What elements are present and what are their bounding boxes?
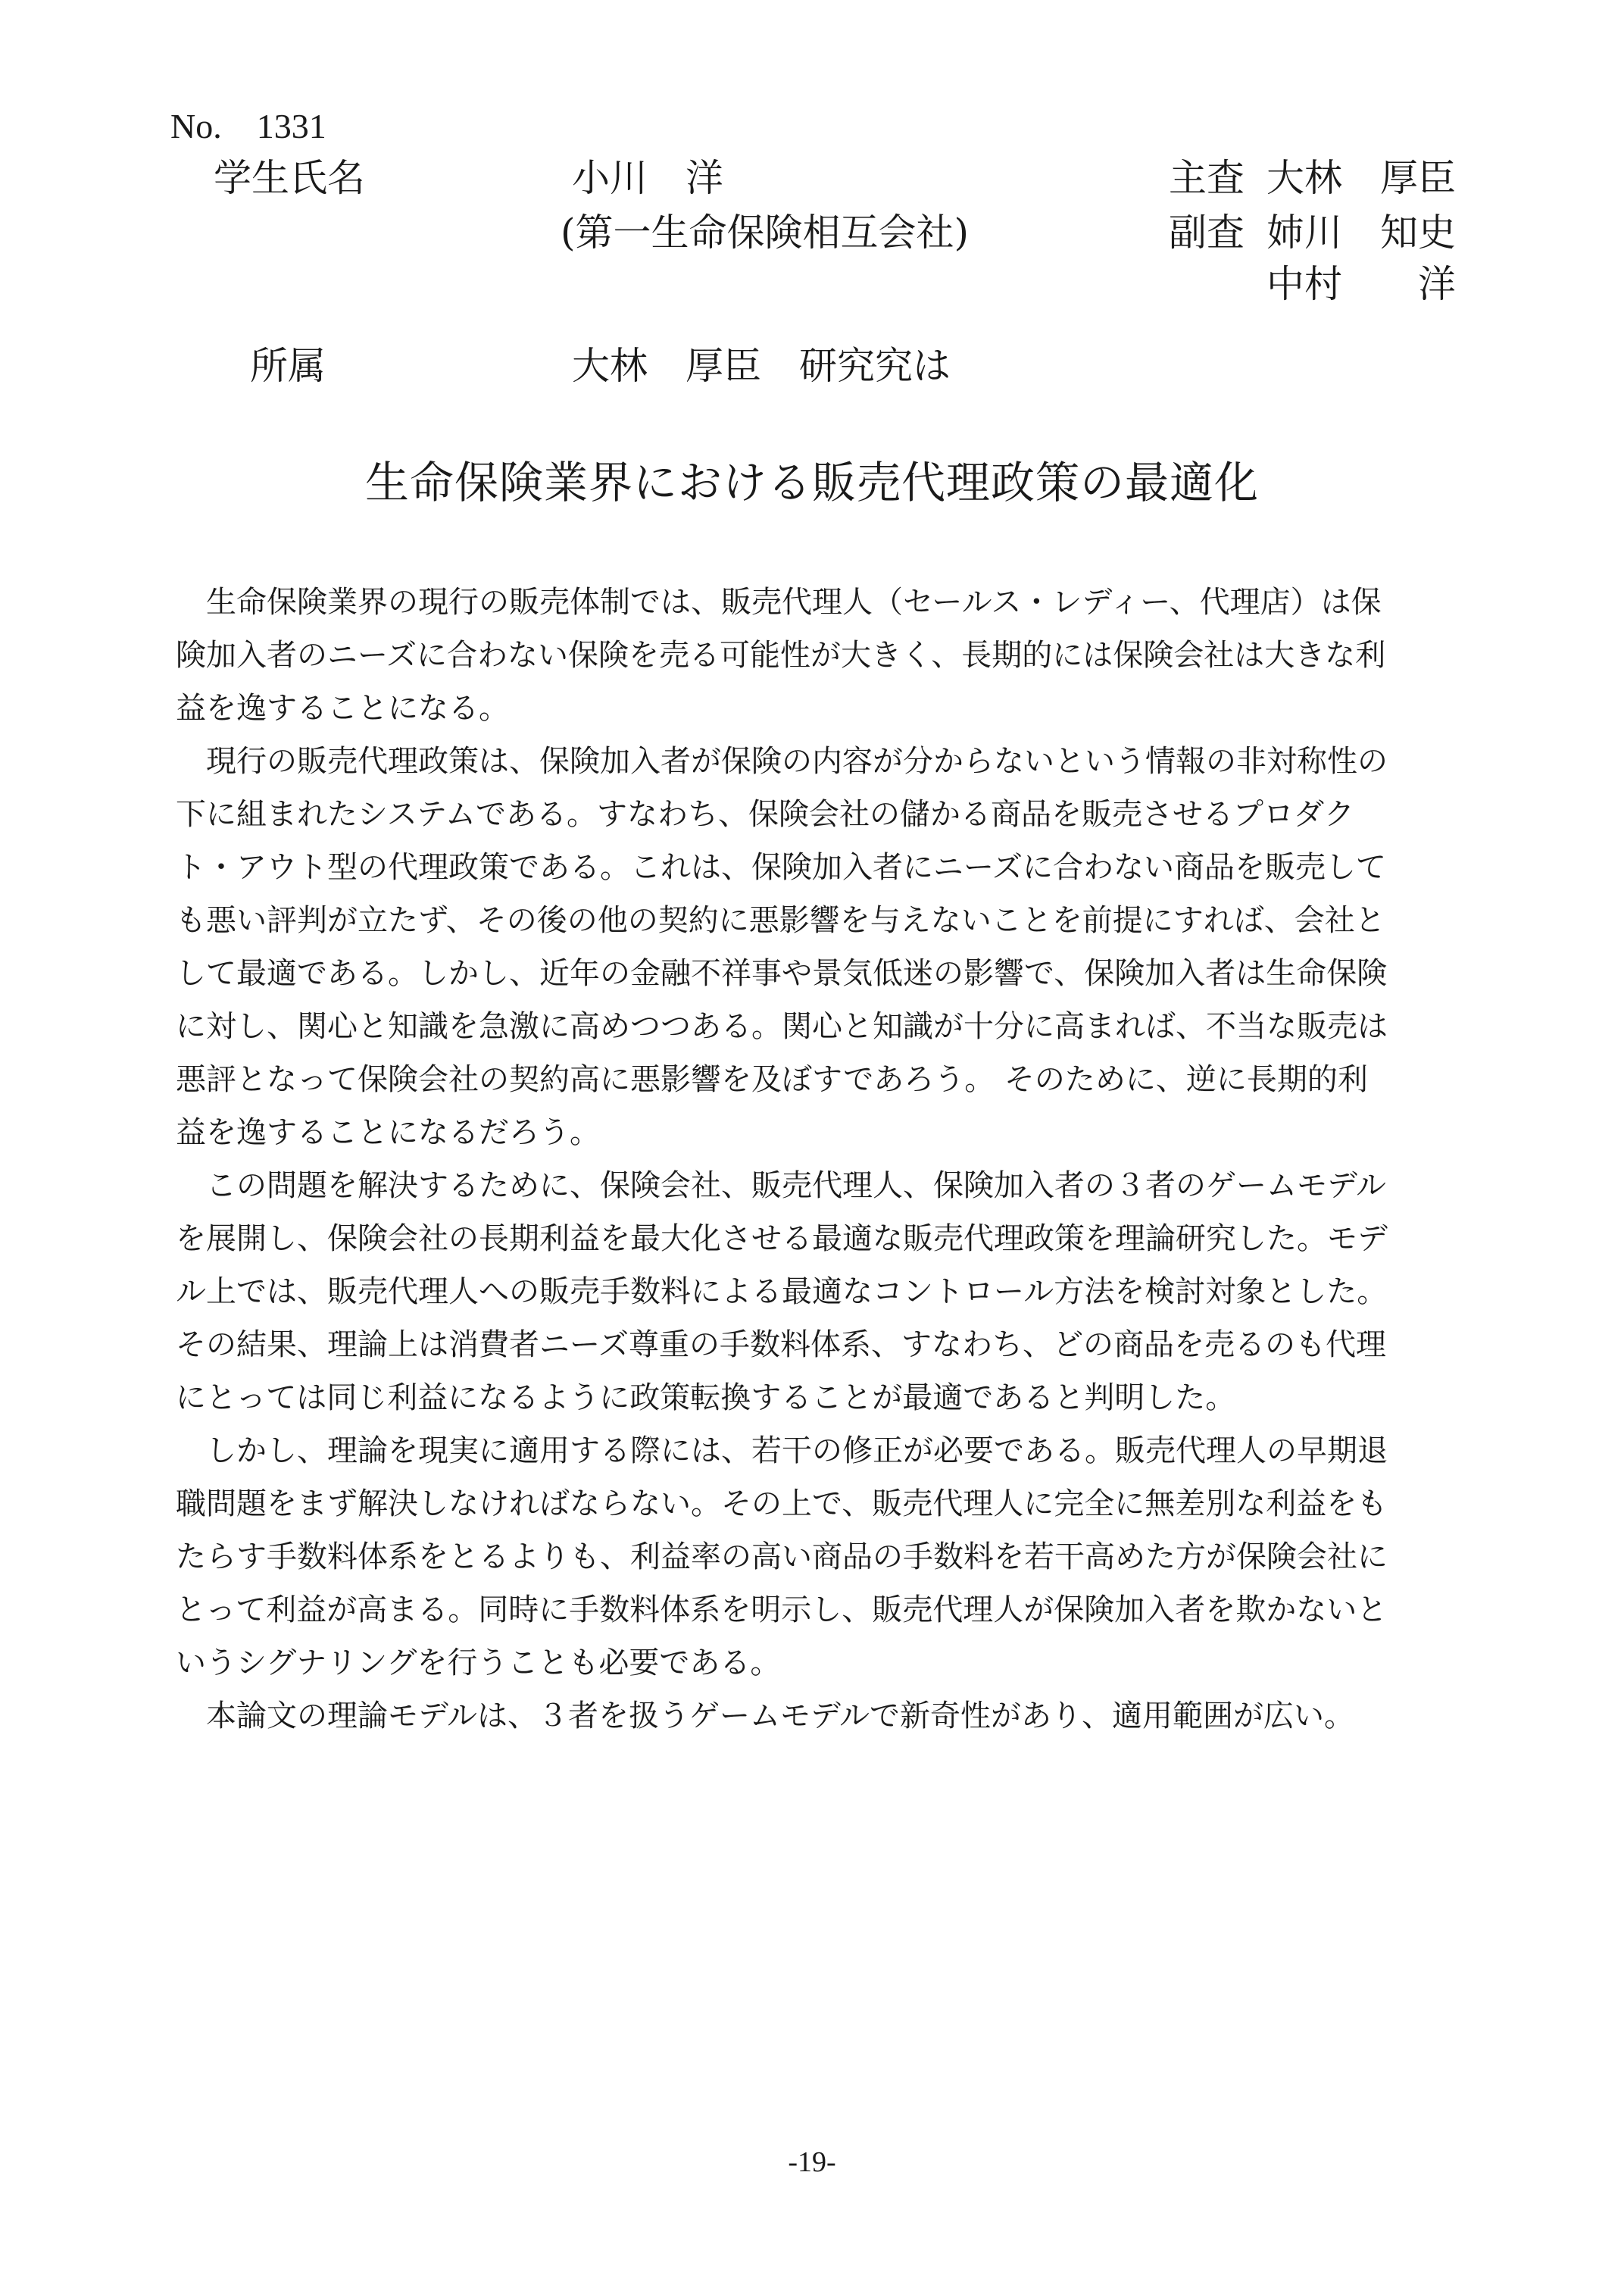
- student-name-label: 学生氏名: [214, 156, 365, 200]
- vice-examiner-role: 副査: [1169, 211, 1245, 255]
- text-line: に対し、関心と知識を急激に高めつつある。関心と知識が十分に高まれば、不当な販売は: [176, 1009, 1388, 1044]
- text-line: 益を逸することになるだろう。: [176, 1115, 600, 1150]
- affiliation-value: 大林 厚臣 研究究は: [572, 344, 951, 388]
- text-line: にとっては同じ利益になるように政策転換することが最適であると判明した。: [176, 1380, 1236, 1415]
- thesis-title: 生命保険業界における販売代理政策の最適化: [364, 457, 1259, 508]
- text-line: 下に組まれたシステムである。すなわち、保険会社の儲かる商品を販売させるプロダク: [176, 797, 1354, 832]
- chief-examiner-name: 大林 厚臣: [1266, 156, 1456, 200]
- abstract-body: [176, 576, 1463, 1742]
- text-line: 悪評となって保険会社の契約高に悪影響を及ぼすであろう。 そのために、逆に長期的利: [176, 1062, 1368, 1097]
- vice-examiner-name-1: 姉川 知史: [1266, 211, 1456, 255]
- vice-examiner-name-2: 中村 洋: [1266, 262, 1456, 306]
- text-line: して最適である。しかし、近年の金融不祥事や景気低迷の影響で、保険加入者は生命保険: [176, 956, 1388, 991]
- paragraph: [176, 735, 1463, 1159]
- text-line: を展開し、保険会社の長期利益を最大化させる最適な販売代理政策を理論研究した。モデ: [176, 1221, 1388, 1256]
- chief-examiner-role: 主査: [1169, 156, 1245, 200]
- text-line: とって利益が高まる。同時に手数料体系を明示し、販売代理人が保険加入者を欺かないと: [176, 1592, 1388, 1627]
- text-line: 生命保険業界の現行の販売体制では、販売代理人（セールス・レディー、代理店）は保: [176, 585, 1382, 620]
- text-line: 本論文の理論モデルは、３者を扱うゲームモデルで新奇性があり、適用範囲が広い。: [176, 1699, 1354, 1733]
- student-name: 小川 洋: [572, 156, 723, 200]
- text-line: その結果、理論上は消費者ニーズ尊重の手数料体系、すなわち、どの商品を売るのも代理: [176, 1327, 1386, 1362]
- text-line: も悪い評判が立たず、その後の他の契約に悪影響を与えないことを前提にすれば、会社と: [176, 903, 1385, 938]
- text-line: ト・アウト型の代理政策である。これは、保険加入者にニーズに合わない商品を販売して: [176, 850, 1386, 885]
- text-line: たらす手数料体系をとるよりも、利益率の高い商品の手数料を若干高めた方が保険会社に: [176, 1539, 1388, 1574]
- document-number: No. 1331: [170, 107, 326, 145]
- text-line: この問題を解決するために、保険会社、販売代理人、保険加入者の３者のゲームモデル: [176, 1168, 1386, 1203]
- paragraph: [176, 576, 1463, 735]
- text-line: しかし、理論を現実に適用する際には、若干の修正が必要である。販売代理人の早期退: [176, 1433, 1388, 1468]
- paragraph: [176, 1689, 1463, 1742]
- text-line: ル上では、販売代理人への販売手数料による最適なコントロール方法を検討対象とした。: [176, 1274, 1388, 1309]
- text-line: 益を逸することになる。: [176, 691, 509, 726]
- text-line: 険加入者のニーズに合わない保険を売る可能性が大きく、長期的には保険会社は大きな利: [176, 638, 1386, 673]
- affiliation-label: 所属: [250, 344, 326, 388]
- student-affiliation: (第一生命保険相互会社): [561, 211, 970, 255]
- paragraph: [176, 1159, 1463, 1424]
- paragraph: [176, 1424, 1463, 1689]
- text-line: 職問題をまず解決しなければならない。その上で、販売代理人に完全に無差別な利益をも: [176, 1486, 1388, 1521]
- page-number: -19-: [788, 2146, 836, 2178]
- text-line: 現行の販売代理政策は、保険加入者が保険の内容が分からないという情報の非対称性の: [176, 744, 1388, 779]
- text-line: いうシグナリングを行うことも必要である。: [176, 1646, 781, 1680]
